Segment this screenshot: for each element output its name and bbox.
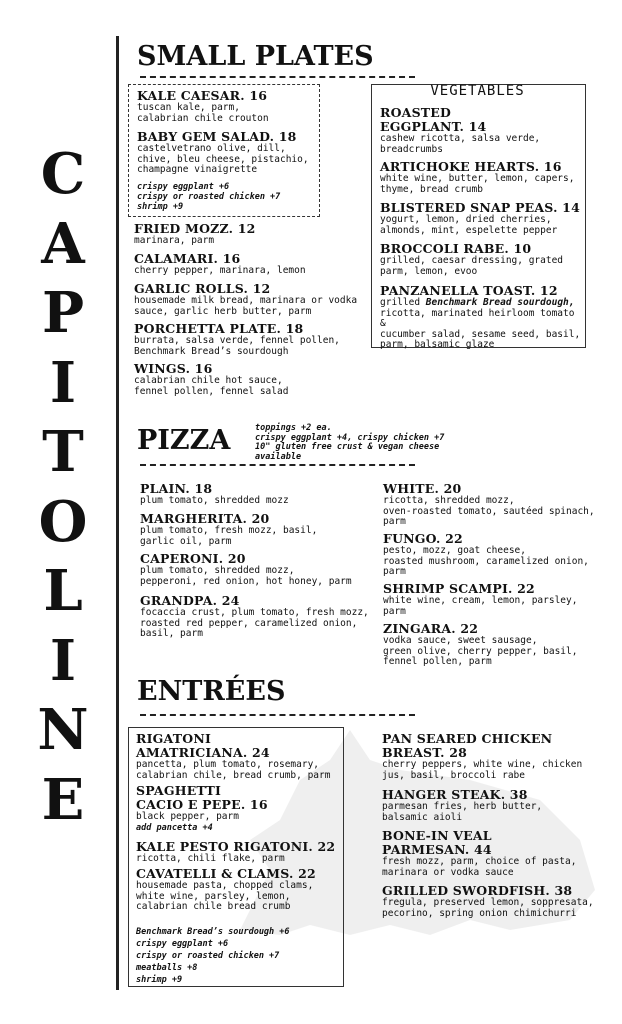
brand-vertical-wordmark [18, 140, 108, 835]
menu-item [380, 106, 580, 155]
item-desc: ricotta, chili flake, parm [136, 853, 285, 864]
item-name: BLISTERED SNAP PEAS. 14 [380, 200, 580, 215]
item-desc: black pepper, parm [136, 811, 239, 822]
item-desc: plum tomato, shredded mozz, pepperoni, red onion, hot honey, parm [140, 565, 352, 587]
menu-item [136, 784, 268, 833]
item-name: KALE PESTO RIGATONI. 22 [136, 839, 336, 854]
item-name: WINGS. 16 [134, 361, 213, 376]
item-name: PORCHETTA PLATE. 18 [134, 321, 304, 336]
menu-item [383, 482, 595, 528]
item-desc: grilled, caesar dressing, grated parm, lemon, evoo [380, 255, 564, 277]
item-name: SPAGHETTI CACIO E PEPE. 16 [136, 783, 268, 812]
item-name: SHRIMP SCAMPI. 22 [383, 581, 535, 596]
menu-item [383, 622, 577, 668]
brand-letter: N [37, 697, 89, 763]
desc-emphasis: Benchmark Bread sourdough, [425, 297, 575, 308]
item-desc: pesto, mozz, goat cheese, roasted mushroom, caramelized onion, parm [383, 545, 589, 577]
item-desc: cherry peppers, white wine, chicken jus, basil, broccoli rabe [382, 759, 583, 781]
menu-item [134, 322, 340, 357]
menu-item [380, 284, 584, 351]
item-desc: castelvetrano olive, dill, chive, bleu cheese, pistachio, champagne vinaigrette [137, 143, 309, 175]
item-name: GARLIC ROLLS. 12 [134, 281, 271, 296]
item-name: WHITE. 20 [383, 481, 462, 496]
addon-notes: crispy eggplant +6 crispy or roasted chicken +7 shrimp +9 [137, 182, 281, 212]
brand-letter: I [49, 349, 77, 416]
desc-prefix: grilled [380, 297, 426, 308]
brand-letter: E [41, 766, 85, 833]
item-name: PLAIN. 18 [140, 481, 213, 496]
brand-letter: L [43, 558, 83, 624]
menu-item [382, 788, 542, 823]
item-name: GRANDPA. 24 [140, 593, 240, 608]
item-desc: tuscan kale, parm, calabrian chile crouton [137, 102, 269, 124]
pizza-notes: toppings +2 ea. crispy eggplant +4, crispy chicken +7 10" gluten free crust & vegan cheese available [255, 423, 445, 462]
menu-item [380, 201, 584, 236]
item-desc: burrata, salsa verde, fennel pollen, Benchmark Bread’s sourdough [134, 335, 340, 357]
item-desc: calabrian chile hot sauce, fennel pollen, fennel salad [134, 375, 289, 397]
brand-letter: T [42, 419, 84, 485]
item-name: ZINGARA. 22 [383, 621, 479, 636]
menu-item [134, 222, 255, 247]
menu-item [136, 867, 316, 913]
addon-notes: Benchmark Bread’s sourdough +6 crispy eggplant +6 crispy or roasted chicken +7 meatballs +8 shrimp +9 [136, 927, 290, 985]
item-desc: cherry pepper, marinara, lemon [134, 265, 306, 276]
item-desc-line [380, 298, 584, 309]
menu-item [134, 362, 288, 397]
menu-item [136, 840, 335, 865]
pizza-title: PIZZA [137, 425, 231, 456]
menu-item [134, 282, 357, 317]
brand-letter: P [41, 280, 85, 346]
menu-item [136, 732, 330, 781]
menu-item [137, 130, 317, 176]
menu-item [140, 482, 289, 507]
item-name: ARTICHOKE HEARTS. 16 [380, 159, 562, 174]
brand-letter: O [38, 488, 88, 555]
item-name: CALAMARI. 16 [134, 251, 241, 266]
item-desc: vodka sauce, sweet sausage, green olive, cherry pepper, basil, fennel pollen, parm [383, 635, 578, 667]
item-desc: housemade pasta, chopped clams, white wine, parsley, lemon, calabrian chile bread crumb [136, 880, 314, 912]
item-desc: parmesan fries, herb butter, balsamic aioli [382, 801, 543, 823]
menu-item [140, 552, 352, 587]
menu-item [382, 829, 576, 878]
entrees-title: ENTRÉES [137, 676, 286, 707]
item-name: ROASTED EGGPLANT. 14 [380, 105, 487, 134]
section-divider [140, 464, 415, 466]
menu-item [380, 160, 580, 195]
item-name: PANZANELLA TOAST. 12 [380, 283, 558, 298]
item-name: BONE-IN VEAL PARMESAN. 44 [382, 828, 492, 857]
item-desc: ricotta, shredded mozz, oven-roasted tomato, sautéed spinach, parm [383, 495, 595, 527]
item-name: MARGHERITA. 20 [140, 511, 270, 526]
item-desc: yogurt, lemon, dried cherries, almonds, mint, espelette pepper [380, 214, 558, 236]
item-desc: plum tomato, shredded mozz [140, 495, 289, 506]
item-desc: housemade milk bread, marinara or vodka sauce, garlic herb butter, parm [134, 295, 358, 317]
item-desc: marinara, parm [134, 235, 215, 246]
brand-letter: A [41, 210, 85, 277]
item-name: BABY GEM SALAD. 18 [137, 129, 297, 144]
item-name: GRILLED SWORDFISH. 38 [382, 883, 573, 898]
menu-item [137, 89, 317, 124]
menu-item [380, 242, 580, 277]
item-desc: fregula, preserved lemon, soppresata, pecorino, spring onion chimichurri [382, 897, 594, 919]
vegetables-title: VEGETABLES [430, 83, 525, 99]
item-name: RIGATONI AMATRICIANA. 24 [136, 731, 270, 760]
menu-item [140, 512, 317, 547]
menu-item [383, 532, 589, 578]
brand-letter: C [40, 141, 86, 207]
item-name: CAPERONI. 20 [140, 551, 246, 566]
item-name: CAVATELLI & CLAMS. 22 [136, 866, 316, 881]
vertical-rule [116, 36, 119, 990]
item-name: FUNGO. 22 [383, 531, 463, 546]
section-divider [140, 76, 415, 78]
item-name: PAN SEARED CHICKEN BREAST. 28 [382, 731, 553, 760]
item-desc: ricotta, marinated heirloom tomato & cucumber salad, sesame seed, basil, parm, balsamic glaze [380, 307, 581, 350]
small-plates-title: SMALL PLATES [137, 41, 374, 72]
item-desc: white wine, butter, lemon, capers, thyme, bread crumb [380, 173, 575, 195]
brand-letter: I [49, 627, 77, 694]
item-name: FRIED MOZZ. 12 [134, 221, 256, 236]
item-name: HANGER STEAK. 38 [382, 787, 528, 802]
item-desc: pancetta, plum tomato, rosemary, calabrian chile, bread crumb, parm [136, 759, 331, 781]
item-desc: white wine, cream, lemon, parsley, parm [383, 595, 578, 617]
menu-item [382, 884, 594, 919]
item-addon: add pancetta +4 [136, 822, 213, 833]
item-desc: fresh mozz, parm, choice of pasta, marinara or vodka sauce [382, 856, 577, 878]
item-name: KALE CAESAR. 16 [137, 88, 268, 103]
item-name: BROCCOLI RABE. 10 [380, 241, 532, 256]
item-desc: cashew ricotta, salsa verde, breadcrumbs [380, 133, 541, 155]
item-desc: focaccia crust, plum tomato, fresh mozz, roasted red pepper, caramelized onion, basil, parm [140, 607, 369, 639]
item-desc: plum tomato, fresh mozz, basil, garlic oil, parm [140, 525, 318, 547]
menu-item [383, 582, 577, 617]
section-divider [140, 714, 415, 716]
menu-item [140, 594, 369, 640]
menu-item [134, 252, 306, 277]
menu-item [382, 732, 582, 781]
